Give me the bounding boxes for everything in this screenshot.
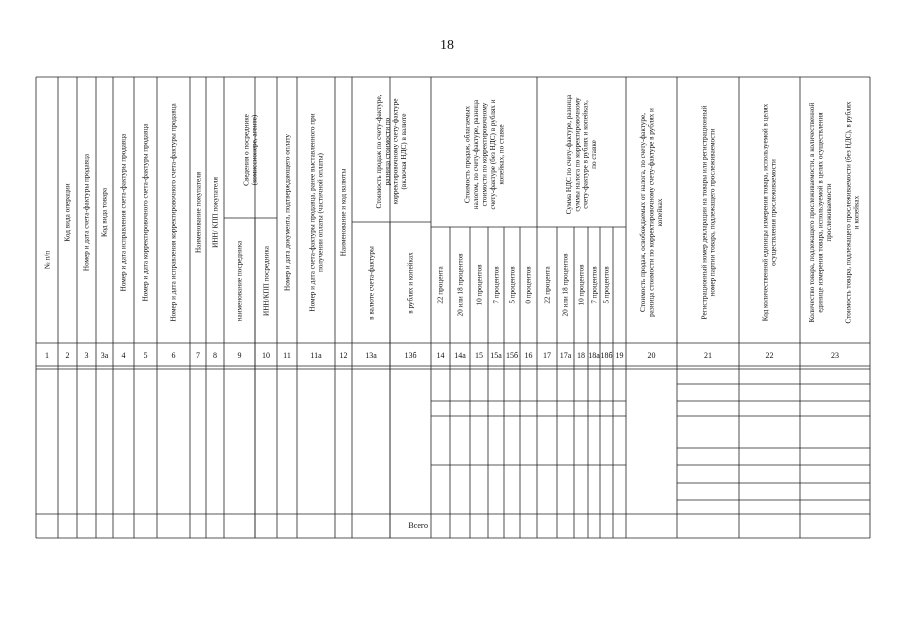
header-buyer-name-group [195, 171, 203, 253]
header-vat-10-group [578, 264, 586, 306]
header-vat-10: 10 процентов [577, 264, 586, 306]
header-sales-value-incl-vat: корректировочному счету-фактуре [391, 98, 400, 205]
header-sales-value-rub-group [407, 252, 415, 314]
page-number: 18 [440, 38, 454, 53]
column-number: 22 [765, 351, 774, 360]
column-number: 11а [310, 351, 322, 360]
column-number: 18б [600, 351, 613, 360]
header-taxable-7: 7 процентов [492, 266, 501, 304]
header-payment-document: Номер и дата документа, подтверждающего оплату [283, 134, 292, 291]
header-taxable-5-group [509, 266, 517, 304]
header-currency-group [340, 169, 348, 257]
header-adjustment-invoice: Номер и дата корректировочного счета-фактуры продавца [141, 123, 150, 302]
column-number: 7 [196, 351, 200, 360]
column-number: 3а [100, 351, 109, 360]
column-number: 9 [237, 351, 242, 360]
header-currency: Наименование и код валюты [339, 168, 348, 257]
header-taxable-0: 0 процентов [524, 266, 533, 304]
header-vat-7-group [591, 266, 599, 304]
header-taxable-sales-value: налогом, по счету-фактуре, разница [472, 99, 481, 210]
column-number: 8 [213, 351, 217, 360]
column-number: 17а [559, 351, 572, 360]
header-traceability-unit-code-group [761, 103, 777, 321]
header-taxable-10: 10 процентов [475, 264, 484, 306]
header-sales-value-incl-vat: Стоимость продаж по счету-фактуре, [374, 94, 383, 209]
header-sales-value-incl-vat-group [375, 94, 408, 208]
header-adjustment-invoice-correction-group [170, 103, 178, 322]
header-prepayment-invoice-group [308, 113, 324, 311]
header-taxable-22: 22 процента [436, 266, 445, 304]
header-buyer-inn-kpp-group [212, 176, 220, 248]
header-vat-amount: счету-фактуре в рублях и копейках, [581, 100, 590, 209]
header-intermediary-info: Сведения о посреднике [242, 114, 251, 186]
header-traceability-quantity: единице измерения товара, используемой в целях осуществления [816, 112, 825, 313]
column-number: 10 [262, 351, 270, 360]
column-number: 21 [704, 351, 712, 360]
header-taxable-sales-value: счету-фактуре (без НДС) в рублях и [488, 99, 497, 210]
header-prepayment-invoice: Номер и дата счета-фактуры продавца, ранее выставленного при [308, 113, 317, 312]
header-customs-declaration-number: номер партии товара, подлежащего прослеживаемости [708, 128, 717, 297]
header-vat-22: 22 процента [543, 266, 552, 304]
header-adjustment-invoice-group [142, 123, 150, 302]
header-taxable-20-18: 20 или 18 процентов [456, 253, 465, 317]
header-vat-7: 7 процентов [590, 266, 599, 304]
header-intermediary-info-group [242, 114, 258, 186]
header-buyer-inn-kpp: ИНН/ КПП покупателя [211, 177, 220, 248]
header-vat-amount: Сумма НДС по счету-фактуре, разница [564, 94, 573, 215]
column-number: 18а [588, 351, 600, 360]
header-sales-value-incl-vat: (включая НДС) в валюте [400, 113, 409, 190]
header-sales-value-invoice-currency: в валюте счета-фактуры [367, 246, 376, 320]
header-adjustment-invoice-correction: Номер и дата исправления корректировочного счета-фактуры продавца [169, 103, 178, 322]
header-exempt-sales-value: разница стоимости по корректировочному счету-фактуре в рублях и [647, 108, 656, 317]
header-vat-amount: суммы налога по корректировочному [573, 97, 582, 212]
column-number: 15 [475, 351, 483, 360]
header-taxable-5: 5 процентов [508, 266, 517, 304]
column-number: 12 [339, 351, 348, 360]
column-number: 23 [831, 351, 839, 360]
header-sales-value-incl-vat: разница стоимости по [383, 117, 392, 186]
header-taxable-7-group [493, 266, 501, 304]
header-customs-declaration-number: Регистрационный номер декларации на товары или регистрационный [700, 105, 709, 320]
header-vat-22-group [544, 266, 552, 304]
header-vat-amount: по ставке [590, 140, 599, 169]
header-taxable-sales-value-group [464, 99, 506, 210]
column-number: 1 [45, 351, 49, 360]
header-taxable-sales-value: копейках, по ставке [497, 124, 506, 185]
column-number: 2 [65, 351, 70, 360]
header-sales-value-invoice-currency-group [368, 246, 376, 320]
header-buyer-name: Наименование покупателя [194, 171, 203, 254]
column-number: 20 [647, 351, 656, 360]
column-number: 15б [505, 351, 519, 360]
header-invoice-number-date-group [83, 153, 91, 271]
header-invoice-correction-group [120, 133, 128, 292]
header-operation-code: Код вида операции [63, 183, 72, 242]
header-traceability-unit-code: осуществления прослеживаемости [769, 159, 778, 266]
header-goods-type-code-group [101, 187, 109, 237]
column-number: 18 [577, 351, 585, 360]
header-vat-20-18-group [562, 253, 570, 317]
column-number: 19 [615, 351, 624, 360]
column-number: 11 [283, 351, 291, 360]
header-goods-type-code: Код вида товара [100, 187, 109, 238]
column-number: 5 [143, 351, 148, 360]
header-taxable-10-group [476, 264, 484, 306]
header-row-number-group [44, 251, 52, 269]
header-vat-5: 5 процентов [602, 266, 611, 304]
header-intermediary-inn-kpp: ИНН/КПП посредника [262, 246, 271, 316]
header-traceability-value: и копейках [852, 195, 861, 230]
header-exempt-sales-value: Стоимость продаж, освобождаемых от налога, по счету-фактуре, [639, 113, 648, 312]
column-number: 3 [84, 351, 89, 360]
column-number: 17 [543, 351, 551, 360]
header-vat-20-18: 20 или 18 процентов [561, 253, 570, 317]
header-traceability-unit-code: Код количественной единицы измерения товара, используемой в целях [761, 103, 770, 322]
header-invoice-number-date: Номер и дата счета-фактуры продавца [82, 153, 91, 272]
header-exempt-sales-value-group [639, 108, 664, 317]
header-payment-document-group [284, 134, 292, 291]
header-traceability-quantity: Количество товара, подлежащего прослеживаемости, в количественной [808, 102, 817, 323]
header-intermediary-name-group [236, 240, 244, 321]
header-intermediary-inn-kpp-group [263, 245, 271, 316]
header-operation-code-group [64, 183, 72, 241]
header-vat-5-group [603, 266, 611, 304]
header-vat-amount-group [565, 94, 598, 214]
header-traceability-quantity: прослеживаемости [824, 183, 833, 242]
column-number: 13а [365, 351, 377, 360]
header-taxable-0-group [525, 266, 533, 304]
column-number: 4 [121, 351, 126, 360]
column-number: 15а [490, 351, 502, 360]
column-number: 14а [454, 351, 466, 360]
header-prepayment-invoice: получении оплаты (частичной оплаты) [316, 153, 325, 272]
header-intermediary-name: наименование посредника [235, 240, 244, 322]
header-invoice-correction: Номер и дата исправления счета-фактуры продавца [119, 133, 128, 292]
total-label: Всего [408, 521, 428, 530]
header-taxable-sales-value: Стоимость продаж, облагаемых [463, 105, 472, 204]
header-customs-declaration-number-group [700, 105, 716, 319]
header-intermediary-info: (комиссионере, агенте) [250, 114, 259, 186]
column-number: 16 [524, 351, 533, 360]
column-number: 14 [436, 351, 445, 360]
header-traceability-value-group [844, 101, 860, 323]
header-taxable-sales-value: стоимости по корректировочному [480, 102, 489, 207]
header-exempt-sales-value: копейках [655, 198, 664, 227]
header-row-number: № п/п [43, 250, 52, 270]
header-taxable-22-group [437, 266, 445, 304]
header-sales-value-rub: в рублях и копейках [406, 252, 415, 314]
column-number: 6 [171, 351, 176, 360]
column-number: 13б [404, 351, 417, 360]
header-taxable-20-18-group [457, 253, 465, 317]
header-traceability-quantity-group [808, 103, 833, 323]
header-traceability-value: Стоимость товара, подлежащего прослеживаемости (без НДС), в рублях [844, 101, 853, 324]
